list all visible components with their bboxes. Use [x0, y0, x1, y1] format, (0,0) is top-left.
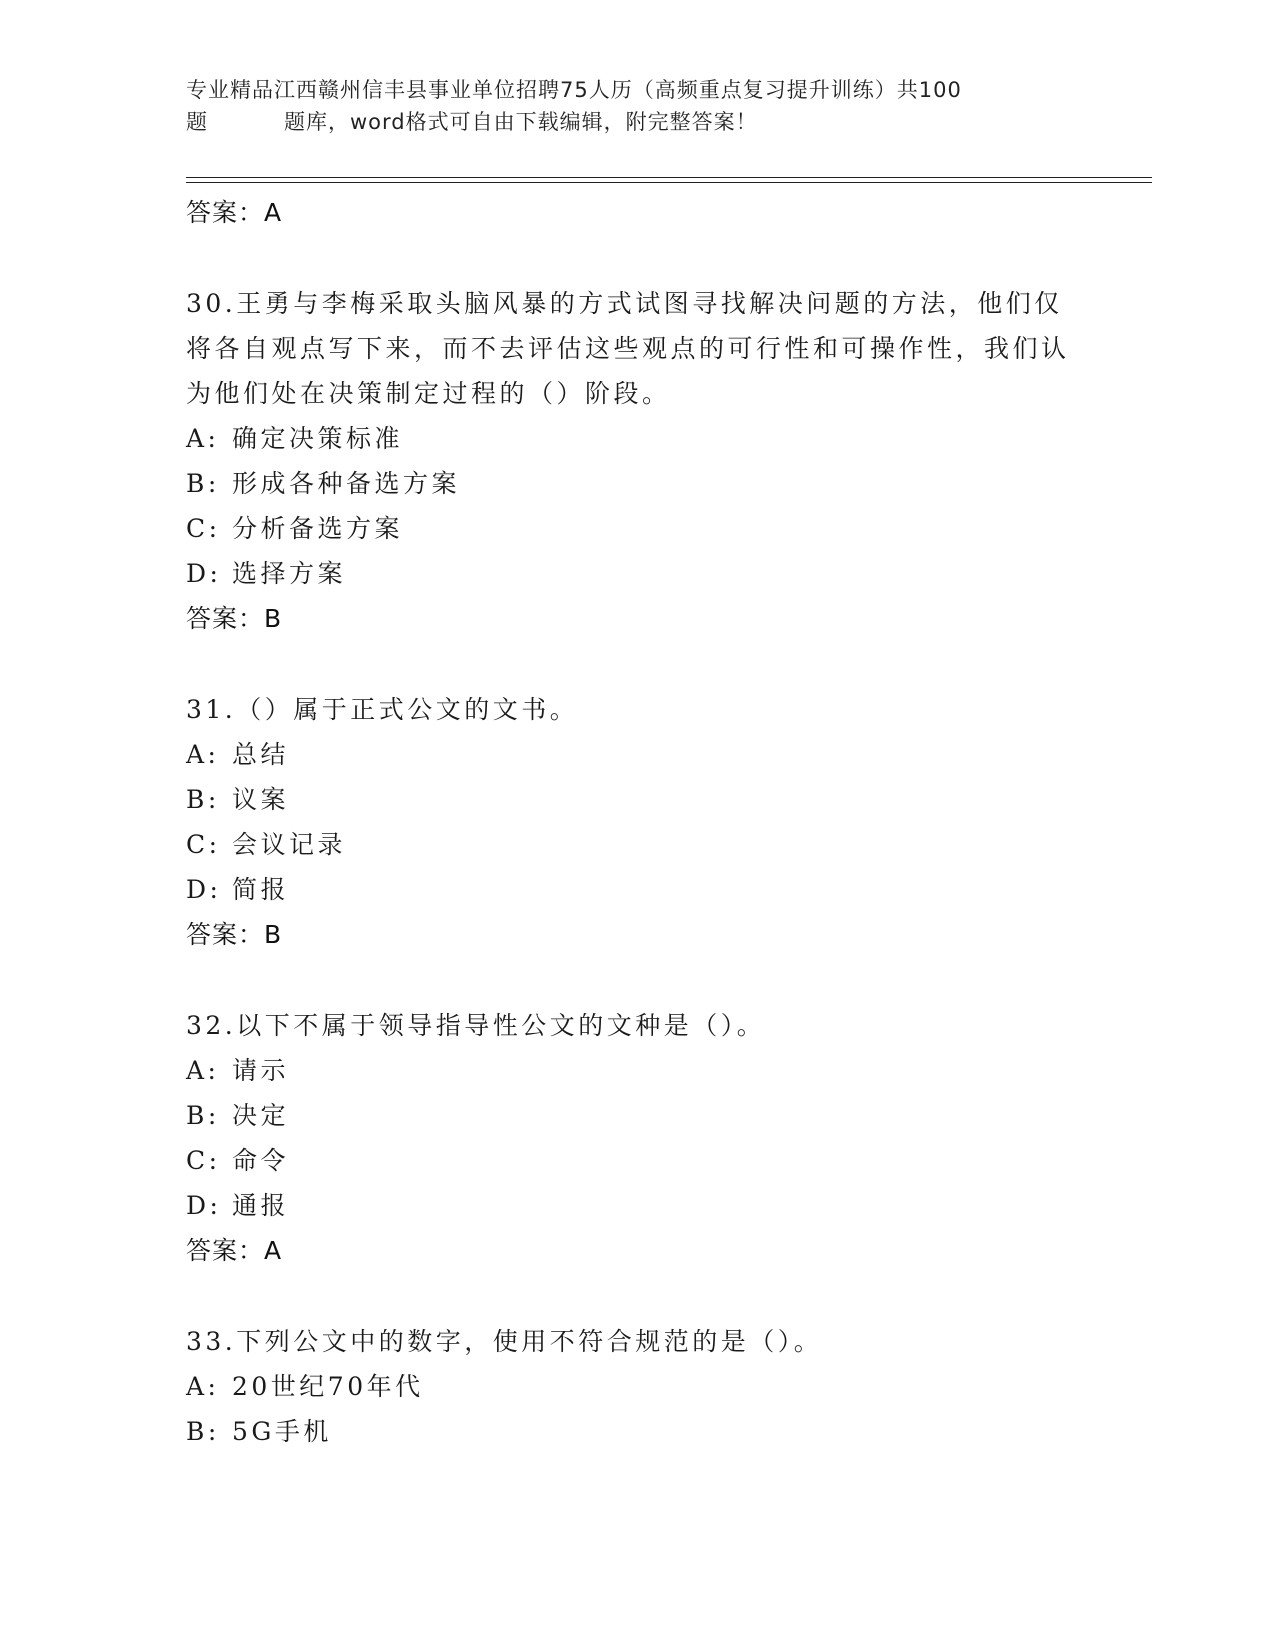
option-text: 20世纪70年代 — [232, 1372, 424, 1401]
answer-option — [186, 777, 1086, 822]
answer-option — [186, 1183, 1086, 1228]
answer-key: 答案：B — [186, 920, 283, 949]
option-text: 形成各种备选方案 — [232, 469, 461, 498]
option-text: 通报 — [232, 1191, 290, 1220]
option-letter: D: — [186, 1191, 222, 1220]
option-letter: A: — [186, 1056, 220, 1085]
header-divider-top — [186, 177, 1152, 178]
option-letter: B: — [186, 469, 220, 498]
question-stem: 31.（）属于正式公文的文书。 — [186, 695, 579, 724]
question-spacer — [186, 641, 1086, 687]
header-title-line2 — [186, 106, 1066, 138]
question-stem: 33.下列公文中的数字，使用不符合规范的是（）。 — [186, 1327, 823, 1356]
answer-option — [186, 1409, 1086, 1454]
question-spacer — [186, 1273, 1086, 1319]
option-letter: B: — [186, 785, 220, 814]
option-letter: C: — [186, 830, 221, 859]
option-letter: D: — [186, 559, 222, 588]
answer-option — [186, 1364, 1086, 1409]
answer-option — [186, 1048, 1086, 1093]
option-letter: B: — [186, 1417, 220, 1446]
option-text: 命令 — [232, 1146, 290, 1175]
option-text: 5G手机 — [232, 1417, 332, 1446]
header-line2-left: 题 — [186, 110, 208, 134]
option-text: 简报 — [232, 875, 290, 904]
answer-option — [186, 416, 1086, 461]
answer-option — [186, 1093, 1086, 1138]
question-list — [186, 190, 1086, 1454]
question-block — [186, 1319, 1086, 1454]
answer-key: 答案：A — [186, 1236, 283, 1265]
answer-option — [186, 732, 1086, 777]
page-header — [186, 74, 1066, 138]
question-block — [186, 281, 1086, 641]
option-text: 议案 — [232, 785, 290, 814]
question-stem: 30.王勇与李梅采取头脑风暴的方式试图寻找解决问题的方法，他们仅将各自观点写下来，而不去评估这些观点的可行性和可操作性，我们认为他们处在决策制定过程的（）阶段。 — [186, 289, 1070, 408]
option-text: 决定 — [232, 1101, 290, 1130]
question-block — [186, 1003, 1086, 1273]
option-letter: C: — [186, 514, 221, 543]
answer-option — [186, 867, 1086, 912]
header-line2-right: 题库，word格式可自由下载编辑，附完整答案！ — [284, 110, 758, 134]
option-letter: A: — [186, 740, 220, 769]
question-spacer — [186, 957, 1086, 1003]
question-stem: 32.以下不属于领导指导性公文的文种是（）。 — [186, 1011, 766, 1040]
option-letter: A: — [186, 1372, 220, 1401]
option-text: 选择方案 — [232, 559, 347, 588]
header-divider-bottom — [186, 182, 1152, 183]
option-letter: B: — [186, 1101, 220, 1130]
previous-answer: 答案：A — [186, 198, 283, 227]
answer-key: 答案：B — [186, 604, 283, 633]
option-text: 确定决策标准 — [232, 424, 404, 453]
header-title-line1: 专业精品江西赣州信丰县事业单位招聘75人历（高频重点复习提升训练）共100 — [186, 78, 962, 102]
answer-option — [186, 822, 1086, 867]
answer-option — [186, 1138, 1086, 1183]
option-text: 总结 — [232, 740, 290, 769]
answer-option — [186, 551, 1086, 596]
option-letter: A: — [186, 424, 220, 453]
option-text: 请示 — [232, 1056, 290, 1085]
answer-option — [186, 506, 1086, 551]
answer-option — [186, 461, 1086, 506]
question-spacer — [186, 235, 1086, 281]
option-text: 会议记录 — [232, 830, 347, 859]
question-block — [186, 687, 1086, 957]
option-letter: D: — [186, 875, 222, 904]
option-letter: C: — [186, 1146, 221, 1175]
option-text: 分析备选方案 — [232, 514, 404, 543]
